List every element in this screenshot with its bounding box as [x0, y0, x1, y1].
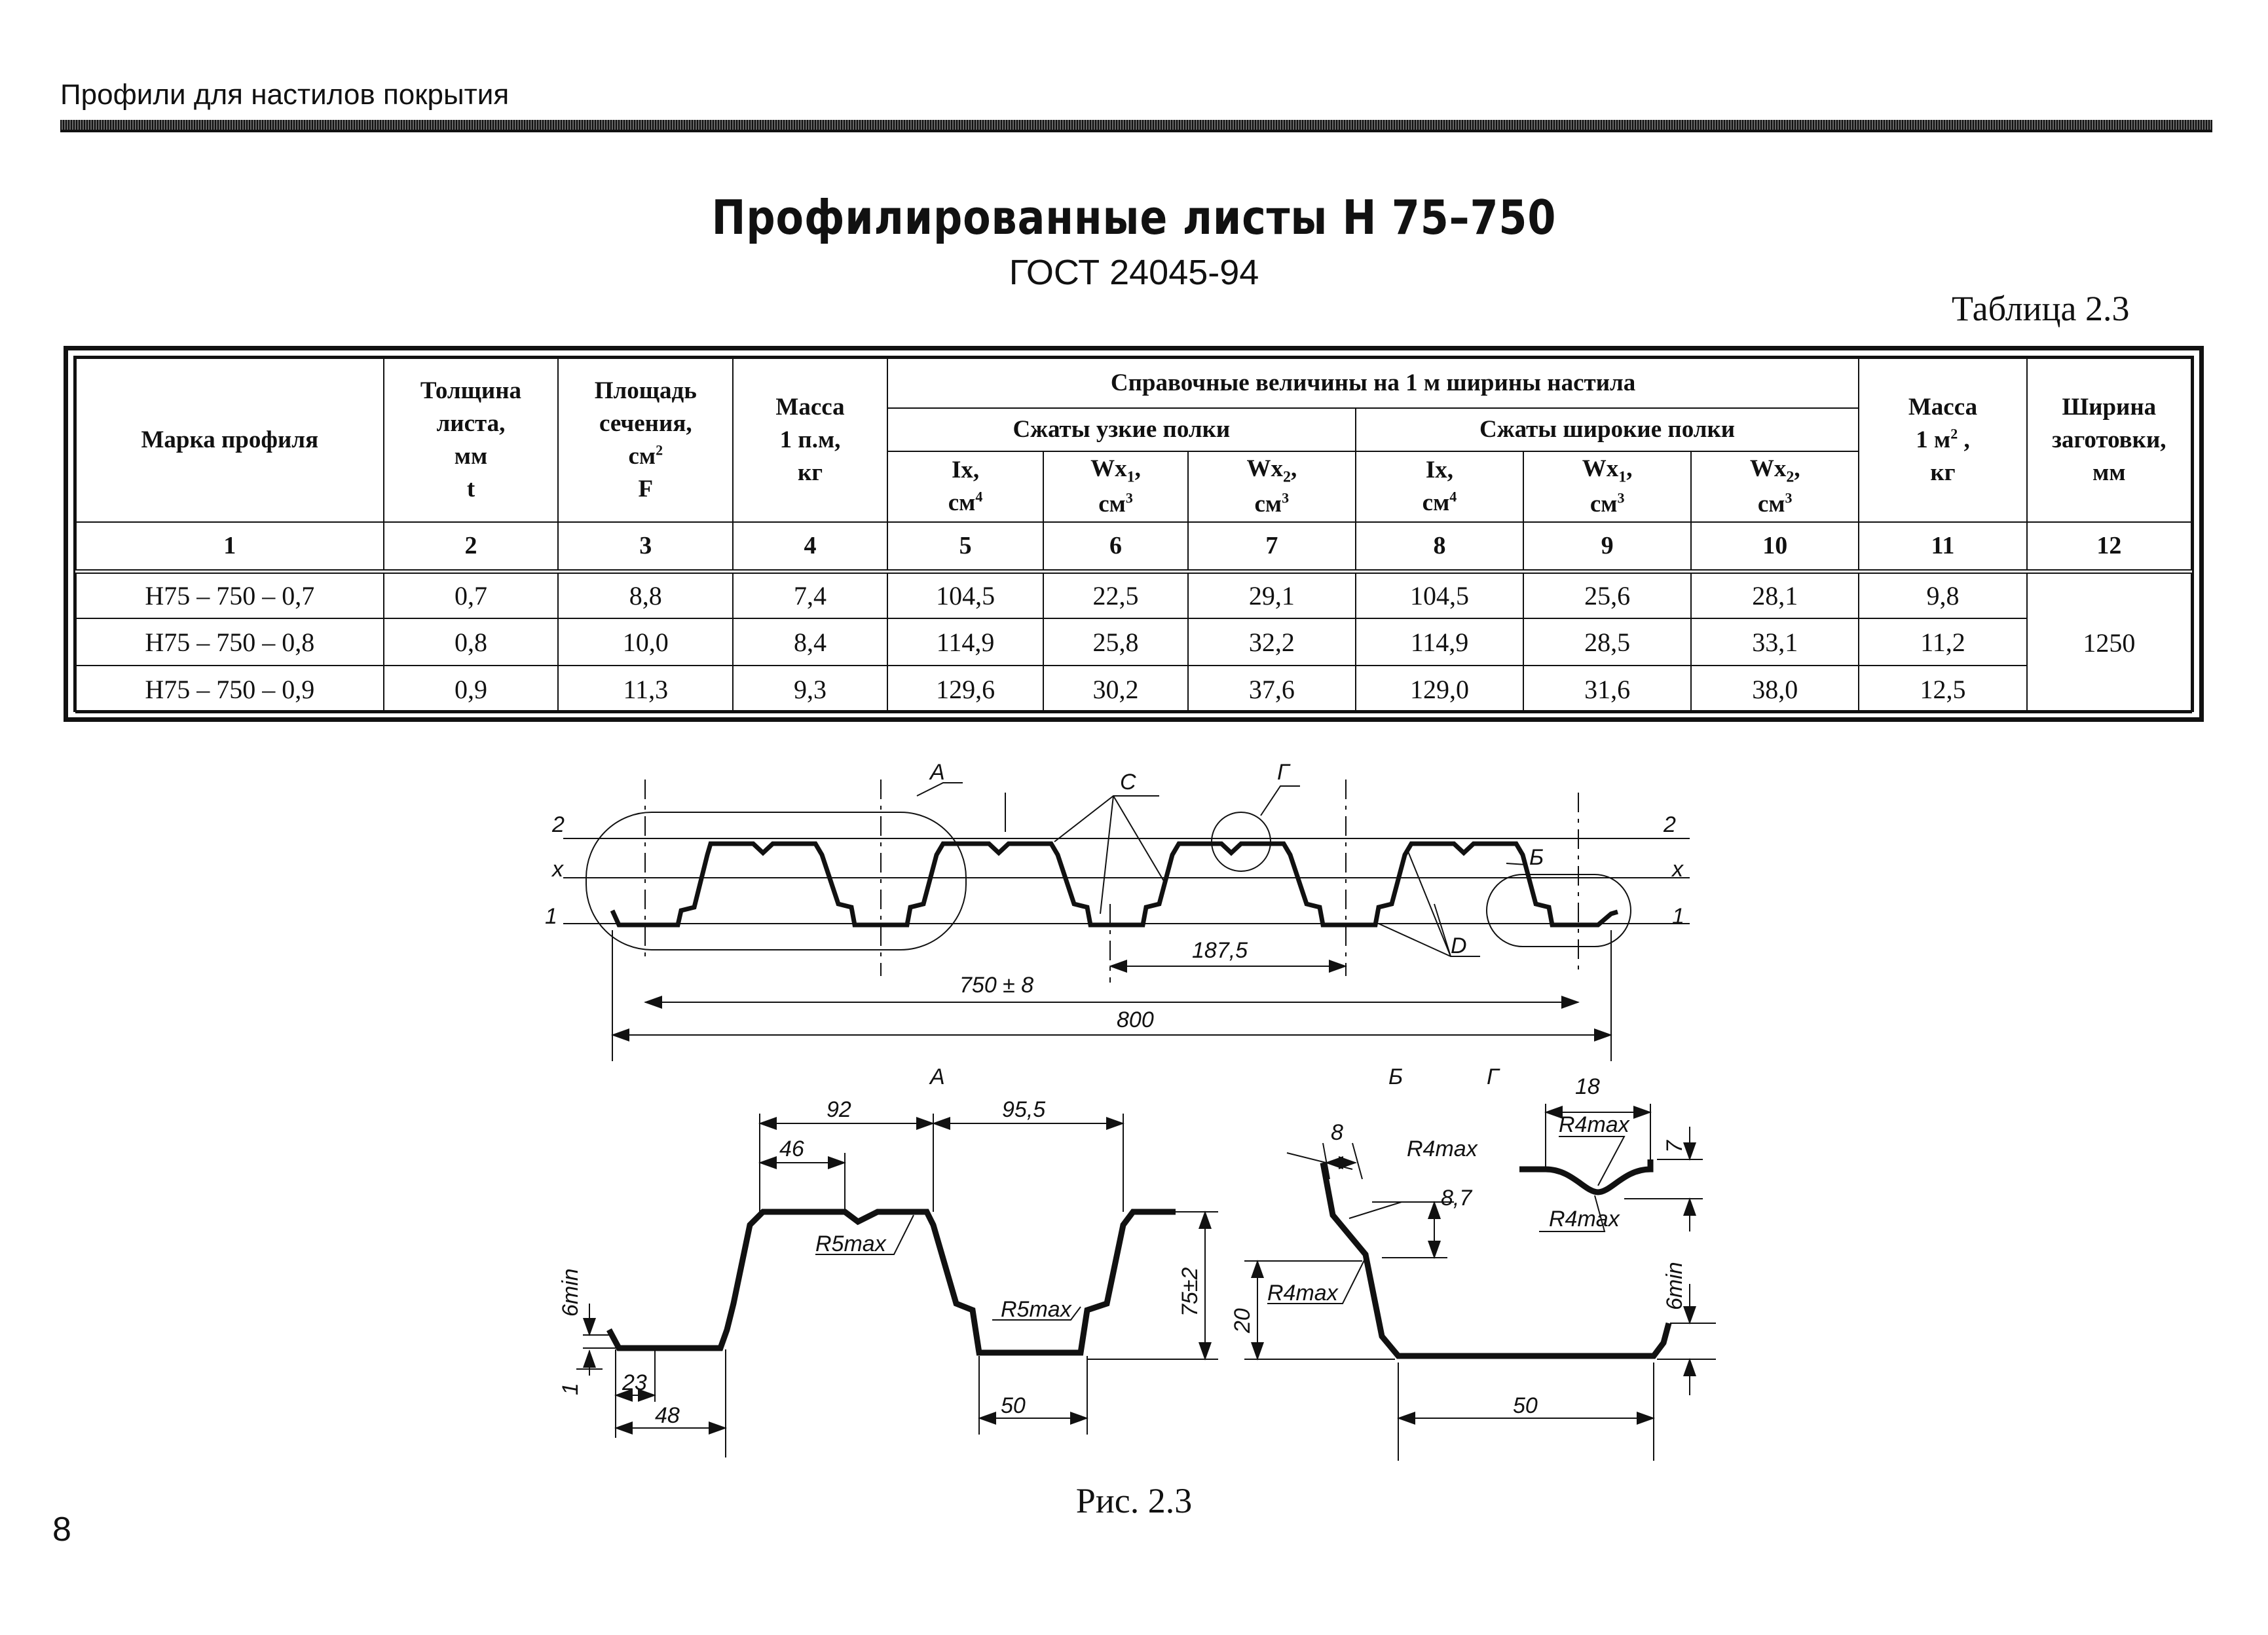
cell: Н75 – 750 – 0,9 [76, 666, 384, 713]
cell: 104,5 [887, 571, 1043, 618]
detail-g-labels [1487, 1064, 1687, 1231]
figure-caption: Рис. 2.3 [1075, 1481, 1193, 1520]
col-number: 10 [1691, 522, 1859, 571]
dim-pitch: 187,5 [1192, 938, 1248, 963]
radius-r4-g-top: R4max [1559, 1112, 1629, 1137]
header-ix-wide: Ix, $см^4$ [1356, 451, 1523, 522]
dim-6min-b: 6min [1662, 1262, 1687, 1310]
cell: 31,6 [1523, 666, 1691, 713]
cell: 33,1 [1691, 618, 1859, 666]
cell: 37,6 [1188, 666, 1356, 713]
detail-b-outline [1487, 874, 1631, 947]
col-number: 4 [733, 522, 887, 571]
cell: 32,2 [1188, 618, 1356, 666]
cell: 0,9 [384, 666, 559, 713]
header-wx2-wide: $Wx_2$, $см^3$ [1691, 451, 1859, 522]
cell: 28,1 [1691, 571, 1859, 618]
col-number: 8 [1356, 522, 1523, 571]
dim-20: 20 [1230, 1308, 1255, 1333]
header-thickness: Толщина листа, мм t [384, 358, 559, 522]
dim-46: 46 [779, 1137, 804, 1161]
header-narrow-group: Сжаты узкие полки [887, 408, 1356, 451]
col-number: 9 [1523, 522, 1691, 571]
header-mass-m2: Масса 1 $м^2$ , кг [1859, 358, 2026, 522]
callout-a: A [930, 760, 945, 785]
label-axis-x-right: x [1672, 857, 1683, 882]
dim-width: 750 ± 8 [959, 973, 1034, 998]
header-blank-width: Ширина заготовки, мм [2027, 358, 2191, 522]
radius-r5-top: R5max [815, 1231, 886, 1256]
cell: 8,4 [733, 618, 887, 666]
radius-r5-bottom: R5max [1001, 1297, 1071, 1322]
col-number: 2 [384, 522, 559, 571]
cell: 129,0 [1356, 666, 1523, 713]
cell: 7,4 [733, 571, 887, 618]
detail-a-outline [586, 812, 966, 950]
page-title: Профилированные листы Н 75–750 [711, 190, 1557, 245]
dim-18: 18 [1575, 1074, 1600, 1099]
header-wide-group: Сжаты широкие полки [1356, 408, 1859, 451]
dim-50-b: 50 [1513, 1393, 1538, 1418]
cell: 0,8 [384, 618, 559, 666]
callout-d: D [1451, 933, 1467, 958]
cell: 38,0 [1691, 666, 1859, 713]
dim-92: 92 [827, 1097, 851, 1122]
cell: 104,5 [1356, 571, 1523, 618]
page-number: 8 [52, 1511, 71, 1549]
col-number: 5 [887, 522, 1043, 571]
detail-a-title: А [930, 1064, 945, 1089]
header-mark: Марка профиля [76, 358, 384, 522]
cell: 11,3 [558, 666, 733, 713]
detail-g-title: Г [1487, 1064, 1499, 1089]
col-number: 7 [1188, 522, 1356, 571]
cell: 28,5 [1523, 618, 1691, 666]
cell: 129,6 [887, 666, 1043, 713]
dim-1: 1 [558, 1383, 583, 1395]
label-axis-1-right: 1 [1672, 904, 1684, 929]
col-number: 11 [1859, 522, 2026, 571]
cell: Н75 – 750 – 0,8 [76, 618, 384, 666]
cell: 10,0 [558, 618, 733, 666]
cell: 9,8 [1859, 571, 2026, 618]
detail-b-profile [1323, 1163, 1669, 1356]
cell: 114,9 [887, 618, 1043, 666]
label-axis-2-right: 2 [1664, 812, 1676, 837]
running-head: Профили для настилов покрытия [60, 79, 510, 111]
cell: 0,7 [384, 571, 559, 618]
detail-b-title: Б [1388, 1064, 1404, 1089]
radius-r4-b-bottom: R4max [1267, 1281, 1338, 1306]
radius-r4-b-top: R4max [1407, 1137, 1478, 1161]
cell: 25,8 [1043, 618, 1187, 666]
dim-8-7: 8,7 [1441, 1186, 1472, 1211]
profile-outline [612, 844, 1618, 925]
cell: 8,8 [558, 571, 733, 618]
standard-ref: ГОСТ 24045-94 [1009, 253, 1259, 292]
detail-a-profile [609, 1212, 1176, 1353]
col-number: 12 [2027, 522, 2191, 571]
cell: Н75 – 750 – 0,7 [76, 571, 384, 618]
header-wx2-narrow: $Wx_2$, $см^3$ [1188, 451, 1356, 522]
col-number: 1 [76, 522, 384, 571]
table-label: Таблица 2.3 [1952, 289, 2130, 328]
header-wx1-narrow: $Wx_1$, $см^3$ [1043, 451, 1187, 522]
header-ix-narrow: Ix, $см^4$ [887, 451, 1043, 522]
callout-b: Б [1529, 845, 1544, 870]
header-mass-pm: Масса 1 п.м, кг [733, 358, 887, 522]
callout-c: C [1120, 770, 1136, 795]
dim-6min-a: 6min [558, 1268, 583, 1317]
cell: 11,2 [1859, 618, 2026, 666]
cell: 22,5 [1043, 571, 1187, 618]
col-number: 6 [1043, 522, 1187, 571]
cell: 30,2 [1043, 666, 1187, 713]
cell: 25,6 [1523, 571, 1691, 618]
header-wx1-wide: $Wx_1$, $см^3$ [1523, 451, 1691, 522]
dim-48: 48 [655, 1403, 680, 1428]
dim-23: 23 [622, 1370, 647, 1395]
dim-50-a: 50 [1001, 1393, 1026, 1418]
dim-75: 75±2 [1178, 1267, 1202, 1317]
label-axis-2: 2 [552, 812, 565, 837]
header-area: Площадь сечения, $см^2$ F [558, 358, 733, 522]
cell: 9,3 [733, 666, 887, 713]
col-number: 3 [558, 522, 733, 571]
label-axis-x: x [552, 857, 563, 882]
detail-g-profile [1519, 1159, 1650, 1192]
callout-g: Г [1277, 760, 1290, 785]
header-reference-group: Справочные величины на 1 м ширины настила [887, 358, 1859, 408]
label-axis-1: 1 [545, 904, 557, 929]
cell: 29,1 [1188, 571, 1356, 618]
cell: 114,9 [1356, 618, 1523, 666]
dim-95-5: 95,5 [1002, 1097, 1046, 1122]
dim-7: 7 [1662, 1140, 1687, 1153]
main-profile-labels [545, 760, 1684, 1032]
radius-r4-g-bottom: R4max [1549, 1207, 1620, 1231]
cell-blank-width: 1250 [2027, 571, 2191, 713]
cell: 12,5 [1859, 666, 2026, 713]
dim-8: 8 [1331, 1120, 1343, 1145]
dim-total: 800 [1117, 1007, 1154, 1032]
